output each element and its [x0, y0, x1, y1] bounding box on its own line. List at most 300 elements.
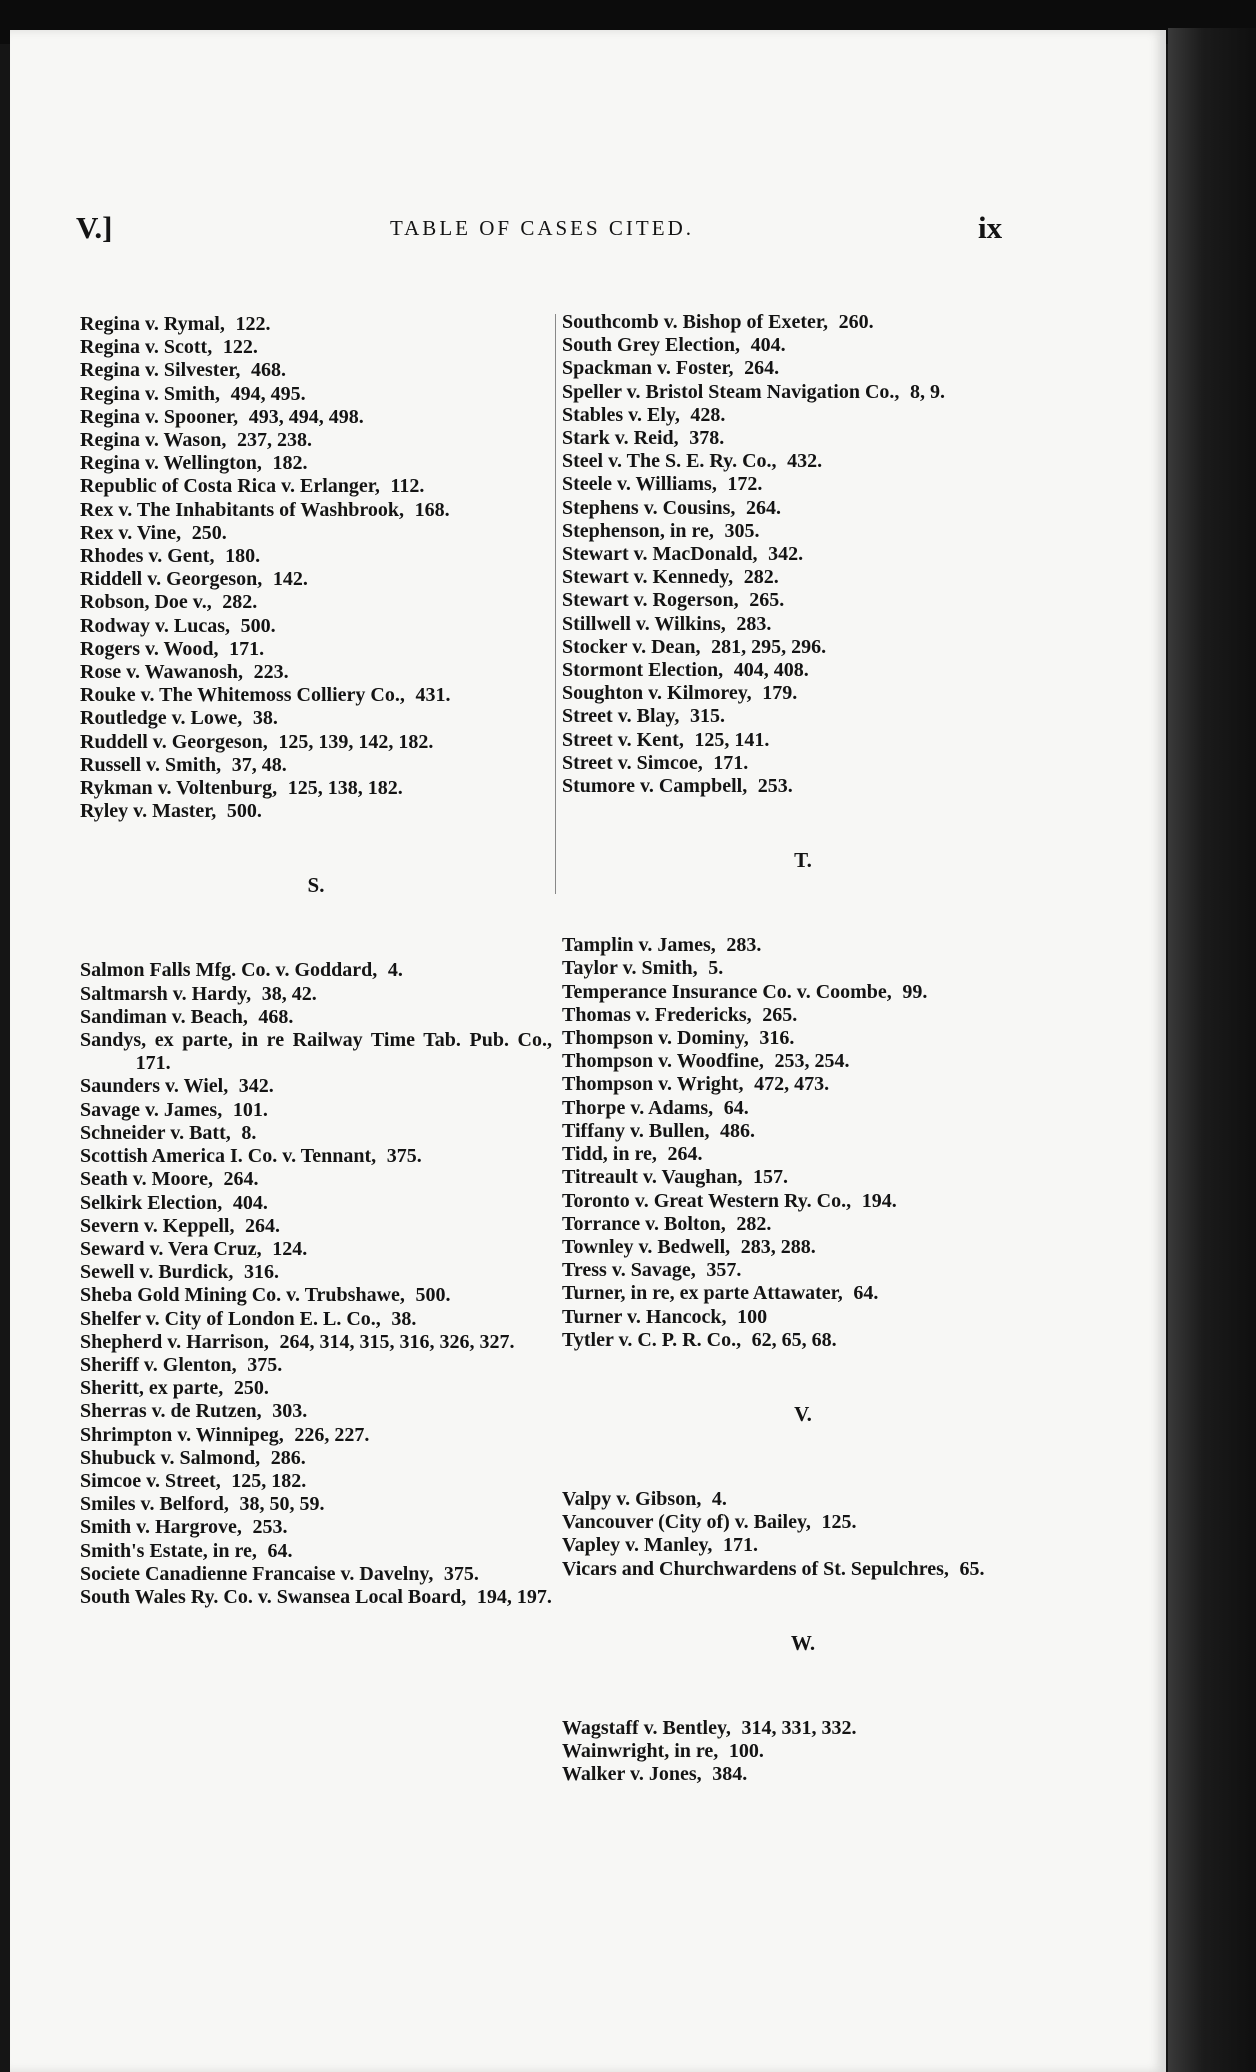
- case-page-refs: 100: [737, 1305, 768, 1328]
- case-page-refs: 500.: [226, 800, 262, 823]
- case-name: Vancouver (City of) v. Bailey,: [562, 1511, 811, 1534]
- case-entry: [562, 1534, 1044, 1557]
- case-page-refs: 432.: [787, 450, 823, 473]
- case-page-refs: 265.: [762, 1003, 798, 1026]
- case-name: Street v. Simcoe,: [562, 751, 703, 774]
- case-name: Tress v. Savage,: [562, 1259, 696, 1282]
- case-page-refs: 125, 139, 142, 182.: [278, 730, 434, 753]
- case-entry: [562, 705, 1044, 728]
- case-name: Stark v. Reid,: [562, 427, 679, 450]
- case-name: Regina v. Rymal,: [80, 313, 225, 335]
- case-entry: [80, 1331, 552, 1354]
- case-entry: [80, 1075, 552, 1098]
- case-name: Sheriff v. Glenton,: [80, 1353, 237, 1376]
- case-page-refs: 125, 141.: [694, 728, 770, 751]
- case-name: Titreault v. Vaughan,: [562, 1166, 743, 1189]
- case-page-refs: 37, 48.: [231, 753, 287, 776]
- case-name: Sandiman v. Beach,: [80, 1005, 248, 1028]
- case-page-refs: 223.: [253, 661, 289, 684]
- case-page-refs: 5.: [708, 957, 724, 980]
- case-entry: [80, 800, 552, 823]
- case-entry: [562, 381, 1044, 404]
- case-entry: [80, 499, 552, 522]
- case-name: Steele v. Williams,: [562, 473, 717, 496]
- case-name: Stewart v. Rogerson,: [562, 589, 739, 612]
- case-page-refs: 282.: [222, 591, 258, 614]
- case-page-refs: 125.: [821, 1511, 857, 1534]
- case-name: Tidd, in re,: [562, 1143, 657, 1166]
- case-name: Stormont Election,: [562, 659, 724, 682]
- case-list-s-continued: [562, 311, 1044, 798]
- case-name: Routledge v. Lowe,: [80, 707, 243, 730]
- case-entry: [562, 1190, 1044, 1213]
- case-page-refs: 64.: [723, 1096, 749, 1119]
- case-entry: [80, 452, 552, 475]
- case-page-refs: 281, 295, 296.: [711, 635, 827, 658]
- case-entry: [562, 613, 1044, 636]
- case-name: Stillwell v. Wilkins,: [562, 612, 726, 635]
- case-name: Sandys, ex parte, in re Railway Time Tab. Pub. Co.,: [80, 1029, 552, 1052]
- case-entry: [562, 1143, 1044, 1166]
- case-name: Societe Canadienne Francaise v. Davelny,: [80, 1562, 434, 1585]
- case-name: Shelfer v. City of London E. L. Co.,: [80, 1307, 381, 1330]
- case-entry: [562, 1120, 1044, 1143]
- case-page-refs: 171.: [713, 751, 749, 774]
- case-name: Shepherd v. Harrison,: [80, 1330, 269, 1353]
- case-entry: [80, 1168, 552, 1191]
- case-page-refs: 194, 197.: [476, 1585, 552, 1608]
- case-page-refs: 4.: [387, 959, 403, 982]
- case-entry: [80, 1447, 552, 1470]
- case-page-refs: 180.: [225, 545, 261, 568]
- case-entry: [80, 336, 552, 359]
- case-name: Wainwright, in re,: [562, 1739, 719, 1762]
- case-entry: [562, 1740, 1044, 1763]
- page-title: TABLE OF CASES CITED.: [390, 216, 694, 240]
- case-name: Turner v. Hancock,: [562, 1305, 727, 1328]
- case-name: Rykman v. Voltenburg,: [80, 777, 278, 800]
- case-entry: [80, 1192, 552, 1215]
- case-name: Smiles v. Belford,: [80, 1493, 229, 1516]
- case-entry: [562, 1763, 1044, 1786]
- section-heading-s: S.: [307, 873, 325, 898]
- case-name: Shrimpton v. Winnipeg,: [80, 1423, 284, 1446]
- case-page-refs: 171.: [722, 1534, 758, 1557]
- case-entry: [562, 752, 1044, 775]
- case-entry: [80, 707, 552, 730]
- case-list-t: [562, 934, 1044, 1352]
- case-page-refs: 303.: [272, 1400, 308, 1423]
- case-name: Street v. Kent,: [562, 728, 684, 751]
- case-page-refs: 38, 42.: [261, 982, 317, 1005]
- case-page-refs: 38, 50, 59.: [239, 1493, 325, 1516]
- case-name: Southcomb v. Bishop of Exeter,: [562, 311, 828, 333]
- case-name: Stewart v. MacDonald,: [562, 543, 758, 566]
- case-entry: [80, 684, 552, 707]
- case-page-refs: 375.: [386, 1145, 422, 1168]
- case-entry: [562, 311, 1044, 334]
- case-name: Street v. Blay,: [562, 705, 680, 728]
- case-page-refs: 264.: [223, 1168, 259, 1191]
- case-name: Steel v. The S. E. Ry. Co.,: [562, 450, 777, 473]
- case-name: Walker v. Jones,: [562, 1763, 702, 1786]
- case-entry: [80, 1261, 552, 1284]
- section-heading-t: T.: [794, 848, 812, 873]
- case-page-refs: 226, 227.: [294, 1423, 370, 1446]
- case-page-refs: 38.: [391, 1307, 417, 1330]
- case-page-refs: 264, 314, 315, 316, 326, 327.: [279, 1330, 515, 1353]
- case-page-refs: 404.: [232, 1191, 268, 1214]
- section-heading-v: V.: [794, 1401, 812, 1426]
- case-page-refs: 64.: [267, 1539, 293, 1562]
- case-page-refs: 468.: [258, 1005, 294, 1028]
- case-entry: [562, 1329, 1044, 1352]
- case-page-refs: 4.: [711, 1487, 727, 1510]
- case-entry: [80, 1586, 552, 1609]
- case-page-refs: 260.: [838, 311, 874, 333]
- case-entry: [80, 1215, 552, 1238]
- case-name: Townley v. Bedwell,: [562, 1235, 731, 1258]
- book-spine: [1168, 28, 1256, 2072]
- case-entry: [562, 1259, 1044, 1282]
- case-page-refs: 375.: [443, 1562, 479, 1585]
- case-entry: [562, 934, 1044, 957]
- case-page-refs: 125, 182.: [231, 1469, 307, 1492]
- case-entry: [562, 589, 1044, 612]
- case-entry: [80, 1563, 552, 1586]
- case-name: Smith's Estate, in re,: [80, 1539, 257, 1562]
- case-entry: [80, 1145, 552, 1168]
- case-page-refs: 157.: [753, 1166, 789, 1189]
- case-name: Thompson v. Woodfine,: [562, 1050, 764, 1073]
- case-name: Rex v. The Inhabitants of Washbrook,: [80, 498, 404, 521]
- right-column: [562, 311, 1044, 1786]
- case-name: Tytler v. C. P. R. Co.,: [562, 1328, 742, 1351]
- case-name: Vapley v. Manley,: [562, 1534, 713, 1557]
- case-name: Regina v. Wason,: [80, 429, 227, 452]
- case-page-refs: 168.: [414, 498, 450, 521]
- case-name: Stephens v. Cousins,: [562, 496, 736, 519]
- case-entry: [562, 729, 1044, 752]
- case-entry: [80, 959, 552, 982]
- case-entry: [562, 357, 1044, 380]
- case-page-refs: 500.: [240, 614, 276, 637]
- case-entry: [80, 545, 552, 568]
- case-name: Schneider v. Batt,: [80, 1121, 231, 1144]
- case-page-refs: 142.: [272, 568, 308, 591]
- column-rule: [555, 314, 556, 894]
- case-page-refs: 282.: [743, 566, 779, 589]
- case-name: Temperance Insurance Co. v. Coombe,: [562, 980, 892, 1003]
- case-page-refs: 112.: [390, 475, 425, 498]
- case-page-refs: 375.: [247, 1353, 283, 1376]
- case-page-refs: 172.: [727, 473, 763, 496]
- case-entry: [80, 406, 552, 429]
- case-page-refs: 8, 9.: [910, 380, 945, 403]
- case-name: Rose v. Wawanosh,: [80, 661, 244, 684]
- case-entry: [80, 1099, 552, 1122]
- case-page-refs: 357.: [706, 1259, 742, 1282]
- case-page-refs: 283.: [736, 612, 772, 635]
- case-page-refs: 500.: [415, 1284, 451, 1307]
- case-name: Regina v. Smith,: [80, 382, 221, 405]
- case-page-refs: 315.: [690, 705, 725, 728]
- case-entry: [80, 1516, 552, 1539]
- case-list-v: [562, 1488, 1044, 1581]
- case-entry: [562, 404, 1044, 427]
- case-entry: [80, 1238, 552, 1261]
- case-page-refs: 342.: [768, 543, 804, 566]
- case-page-refs: 253.: [252, 1516, 288, 1539]
- case-page-refs: 305.: [724, 519, 760, 542]
- chapter-marker: V.]: [76, 210, 113, 245]
- case-entry: [562, 1073, 1044, 1096]
- case-page-refs: 8.: [241, 1121, 257, 1144]
- case-name: Rogers v. Wood,: [80, 637, 219, 660]
- case-entry: [80, 1470, 552, 1493]
- case-entry: [562, 1306, 1044, 1329]
- case-entry: [562, 981, 1044, 1004]
- case-page-refs: 122.: [235, 313, 271, 335]
- case-name: Sheritt, ex parte,: [80, 1377, 224, 1400]
- case-page-refs: 472, 473.: [754, 1073, 830, 1096]
- case-page-refs: 264.: [744, 357, 780, 380]
- case-entry: [562, 566, 1044, 589]
- case-name: Tamplin v. James,: [562, 934, 716, 957]
- case-entry: [80, 1354, 552, 1377]
- case-entry: [562, 1213, 1044, 1236]
- case-page-refs: 100.: [728, 1739, 764, 1762]
- case-entry: [80, 1006, 552, 1029]
- case-name: Savage v. James,: [80, 1098, 223, 1121]
- case-name: Saltmarsh v. Hardy,: [80, 982, 252, 1005]
- case-page-refs: 250.: [191, 521, 227, 544]
- case-name: Thompson v. Wright,: [562, 1073, 744, 1096]
- case-name: Salmon Falls Mfg. Co. v. Goddard,: [80, 959, 378, 982]
- case-name: Rhodes v. Gent,: [80, 545, 215, 568]
- case-name: Rouke v. The Whitemoss Colliery Co.,: [80, 684, 405, 707]
- case-page-refs: 250.: [233, 1377, 269, 1400]
- case-entry: [562, 1717, 1044, 1740]
- case-entry: [562, 1511, 1044, 1534]
- case-page-refs: 237, 238.: [236, 429, 312, 452]
- case-name: Shubuck v. Salmond,: [80, 1446, 261, 1469]
- case-entry: [80, 1029, 552, 1075]
- case-entry: [80, 1122, 552, 1145]
- case-name: Stables v. Ely,: [562, 403, 680, 426]
- book-page: [10, 30, 1166, 2072]
- case-name: Toronto v. Great Western Ry. Co.,: [562, 1189, 852, 1212]
- case-entry: [562, 427, 1044, 450]
- case-entry: [80, 383, 552, 406]
- case-entry: [80, 359, 552, 382]
- case-page-refs: 316.: [759, 1027, 795, 1050]
- case-entry: [80, 638, 552, 661]
- case-name: Riddell v. Georgeson,: [80, 568, 263, 591]
- case-name: Stephenson, in re,: [562, 519, 714, 542]
- case-page-refs: 494, 495.: [230, 382, 306, 405]
- case-entry: [80, 522, 552, 545]
- case-page-refs: 493, 494, 498.: [248, 405, 364, 428]
- case-name: Soughton v. Kilmorey,: [562, 682, 752, 705]
- running-header: [10, 210, 1166, 260]
- case-name: Stocker v. Dean,: [562, 635, 701, 658]
- case-name: Simcoe v. Street,: [80, 1469, 221, 1492]
- case-entry: [562, 334, 1044, 357]
- case-page-refs: 378.: [689, 427, 725, 450]
- case-name: Thompson v. Dominy,: [562, 1027, 749, 1050]
- case-page-refs: 431.: [415, 684, 451, 707]
- case-name: Saunders v. Wiel,: [80, 1075, 229, 1098]
- case-entry: [562, 520, 1044, 543]
- case-entry: [562, 957, 1044, 980]
- case-page-refs: 264.: [746, 496, 781, 519]
- left-column: [80, 313, 552, 1609]
- case-entry: [80, 1493, 552, 1516]
- case-list-r: [80, 313, 552, 823]
- case-name: South Grey Election,: [562, 334, 740, 357]
- case-name: Selkirk Election,: [80, 1191, 223, 1214]
- case-name: Vicars and Churchwardens of St. Sepulchres,: [562, 1557, 949, 1580]
- case-page-refs: 404, 408.: [733, 659, 809, 682]
- case-name: Thorpe v. Adams,: [562, 1096, 714, 1119]
- case-entry: [80, 731, 552, 754]
- case-entry: [80, 1284, 552, 1307]
- case-entry: [562, 543, 1044, 566]
- case-page-refs: 194.: [861, 1189, 897, 1212]
- case-entry: [80, 661, 552, 684]
- case-entry: [562, 636, 1044, 659]
- case-page-refs: 171.: [135, 1052, 171, 1075]
- case-entry: [562, 682, 1044, 705]
- case-page-refs: 342.: [238, 1075, 274, 1098]
- case-page-refs: 264.: [667, 1143, 703, 1166]
- case-entry: [80, 313, 552, 336]
- case-page-refs: 428.: [690, 403, 726, 426]
- case-page-refs: 171.: [229, 637, 265, 660]
- case-page-refs: 486.: [720, 1119, 756, 1142]
- case-name: Wagstaff v. Bentley,: [562, 1716, 731, 1739]
- case-list-s: [80, 959, 552, 1609]
- case-entry: [80, 429, 552, 452]
- case-name: Severn v. Keppell,: [80, 1214, 235, 1237]
- case-entry: [562, 1050, 1044, 1073]
- case-name: Rex v. Vine,: [80, 521, 182, 544]
- case-list-w: [562, 1717, 1044, 1787]
- case-entry: [80, 615, 552, 638]
- case-name: Regina v. Wellington,: [80, 452, 262, 475]
- case-name: Sherras v. de Rutzen,: [80, 1400, 262, 1423]
- case-entry: [562, 775, 1044, 798]
- case-page-refs: 384.: [712, 1763, 748, 1786]
- case-page-refs: 101.: [232, 1098, 268, 1121]
- case-page-refs: 64.: [853, 1282, 879, 1305]
- case-entry: [80, 1400, 552, 1423]
- case-name: Ruddell v. Georgeson,: [80, 730, 268, 753]
- case-entry: [562, 1282, 1044, 1305]
- case-name: Regina v. Spooner,: [80, 405, 239, 428]
- case-name: Valpy v. Gibson,: [562, 1487, 702, 1510]
- case-page-refs: 264.: [245, 1214, 281, 1237]
- case-name: Regina v. Scott,: [80, 336, 213, 359]
- case-page-refs: 125, 138, 182.: [287, 777, 403, 800]
- case-name: Torrance v. Bolton,: [562, 1212, 726, 1235]
- case-name: Speller v. Bristol Steam Navigation Co.,: [562, 380, 900, 403]
- case-entry: [80, 754, 552, 777]
- case-page-refs: 314, 331, 332.: [741, 1716, 857, 1739]
- case-page-refs: 182.: [272, 452, 308, 475]
- case-name: Republic of Costa Rica v. Erlanger,: [80, 475, 380, 498]
- case-entry: [80, 1540, 552, 1563]
- case-name: Ryley v. Master,: [80, 800, 217, 823]
- case-entry: [80, 777, 552, 800]
- case-entry: [562, 450, 1044, 473]
- case-entry: [80, 568, 552, 591]
- case-page-refs: 38.: [252, 707, 278, 730]
- case-page-refs: 253.: [757, 775, 793, 798]
- case-page-refs: 99.: [902, 980, 928, 1003]
- case-page-refs: 265.: [749, 589, 785, 612]
- case-name: Rodway v. Lucas,: [80, 614, 231, 637]
- case-entry: [80, 1308, 552, 1331]
- case-page-refs: 404.: [750, 334, 786, 357]
- case-entry: [562, 659, 1044, 682]
- case-name: Russell v. Smith,: [80, 753, 222, 776]
- case-name: Seath v. Moore,: [80, 1168, 213, 1191]
- case-name: Sheba Gold Mining Co. v. Trubshawe,: [80, 1284, 405, 1307]
- case-entry: [80, 983, 552, 1006]
- case-entry: [562, 473, 1044, 496]
- case-entry: [562, 1166, 1044, 1189]
- case-entry: [562, 1558, 1044, 1581]
- case-name: Robson, Doe v.,: [80, 591, 212, 614]
- case-page-refs: 282.: [736, 1212, 772, 1235]
- case-name: Smith v. Hargrove,: [80, 1516, 242, 1539]
- case-page-refs: 283.: [726, 934, 762, 957]
- case-name: South Wales Ry. Co. v. Swansea Local Board,: [80, 1585, 467, 1608]
- case-name: Scottish America I. Co. v. Tennant,: [80, 1145, 377, 1168]
- case-entry: [562, 1004, 1044, 1027]
- case-entry: [80, 591, 552, 614]
- case-entry: [562, 1236, 1044, 1259]
- case-entry: [562, 497, 1044, 520]
- case-entry: [80, 1424, 552, 1447]
- case-page-refs: 122.: [222, 336, 258, 359]
- case-page-refs: 62, 65, 68.: [751, 1328, 837, 1351]
- case-name: Spackman v. Foster,: [562, 357, 734, 380]
- page-number: ix: [978, 210, 1003, 245]
- case-name: Sewell v. Burdick,: [80, 1261, 234, 1284]
- case-name: Stewart v. Kennedy,: [562, 566, 734, 589]
- case-page-refs: 286.: [270, 1446, 306, 1469]
- case-page-refs: 283, 288.: [740, 1235, 816, 1258]
- case-name: Seward v. Vera Cruz,: [80, 1237, 262, 1260]
- case-name: Taylor v. Smith,: [562, 957, 698, 980]
- case-page-refs: 316.: [243, 1261, 279, 1284]
- case-name: Thomas v. Fredericks,: [562, 1003, 752, 1026]
- case-entry: [562, 1097, 1044, 1120]
- case-page-refs: 124.: [272, 1237, 308, 1260]
- case-name: Stumore v. Campbell,: [562, 775, 748, 798]
- case-entry: [80, 1377, 552, 1400]
- case-page-refs: 468.: [250, 359, 286, 382]
- case-name: Tiffany v. Bullen,: [562, 1119, 710, 1142]
- case-page-refs: 179.: [762, 682, 798, 705]
- case-name: Turner, in re, ex parte Attawater,: [562, 1282, 843, 1305]
- section-heading-w: W.: [790, 1630, 816, 1655]
- case-page-refs: 253, 254.: [774, 1050, 850, 1073]
- case-entry: [562, 1027, 1044, 1050]
